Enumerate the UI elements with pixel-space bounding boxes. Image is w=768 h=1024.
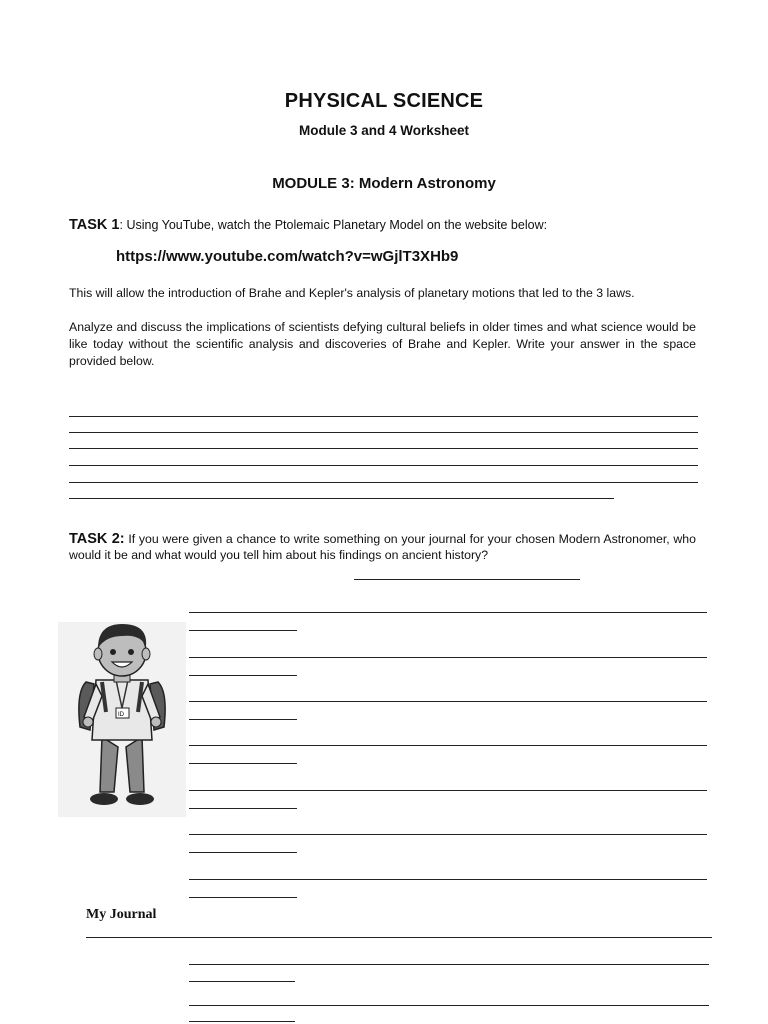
task2-label: TASK 2: — [69, 531, 125, 547]
journal-line-short[interactable] — [189, 897, 297, 898]
task1-instruction: : Using YouTube, watch the Ptolemaic Planetary Model on the website below: — [119, 218, 548, 232]
page-subtitle: Module 3 and 4 Worksheet — [298, 123, 470, 138]
answer-line[interactable] — [69, 432, 698, 433]
task1-instruction-line — [69, 217, 547, 233]
task1-intro: This will allow the introduction of Brahe and Kepler's analysis of planetary motions that led to the 3 laws. — [69, 286, 635, 300]
student-boy-illustration-icon — [58, 612, 186, 817]
journal-line-short[interactable] — [189, 808, 297, 809]
answer-line[interactable] — [69, 448, 698, 449]
id-badge-text: ID — [118, 712, 124, 718]
task1-label: TASK 1 — [69, 217, 120, 233]
journal-line[interactable] — [189, 834, 707, 835]
journal-line[interactable] — [189, 612, 707, 613]
journal-line-short[interactable] — [189, 675, 297, 676]
journal-line[interactable] — [189, 790, 707, 791]
page-title: PHYSICAL SCIENCE — [284, 90, 484, 112]
task2-prompt: If you were given a chance to write something on your journal for your chosen Modern Astronomer, who would it be and what would you tell him about his findings on ancient history? — [69, 532, 696, 562]
journal-line[interactable] — [189, 1005, 709, 1006]
answer-line[interactable] — [69, 416, 698, 417]
journal-line-short[interactable] — [189, 763, 297, 764]
my-journal-label: My Journal — [86, 907, 157, 922]
task1-prompt: Analyze and discuss the implications of scientists defying cultural beliefs in older times and what science would be like today without the scientific analysis and discoveries of Brahe and Kepler. Write your answer in the space provided below. — [69, 320, 696, 368]
astronomer-name-line[interactable] — [354, 579, 580, 580]
journal-line-short[interactable] — [189, 1021, 295, 1022]
journal-line[interactable] — [189, 701, 707, 702]
journal-line-short[interactable] — [189, 981, 295, 982]
journal-line-short[interactable] — [189, 852, 297, 853]
journal-line-short[interactable] — [189, 719, 297, 720]
journal-line[interactable] — [189, 964, 709, 965]
task2-prompt-block — [69, 531, 696, 563]
journal-divider-line[interactable] — [86, 937, 712, 938]
journal-line[interactable] — [189, 745, 707, 746]
journal-line[interactable] — [189, 879, 707, 880]
journal-line[interactable] — [189, 657, 707, 658]
answer-line[interactable] — [69, 498, 614, 499]
answer-line[interactable] — [69, 482, 698, 483]
task1-url[interactable]: https://www.youtube.com/watch?v=wGjlT3XHb9 — [116, 248, 459, 265]
journal-line-short[interactable] — [189, 630, 297, 631]
student-illustration — [58, 612, 186, 817]
answer-line[interactable] — [69, 465, 698, 466]
module-heading: MODULE 3: Modern Astronomy — [272, 175, 496, 192]
